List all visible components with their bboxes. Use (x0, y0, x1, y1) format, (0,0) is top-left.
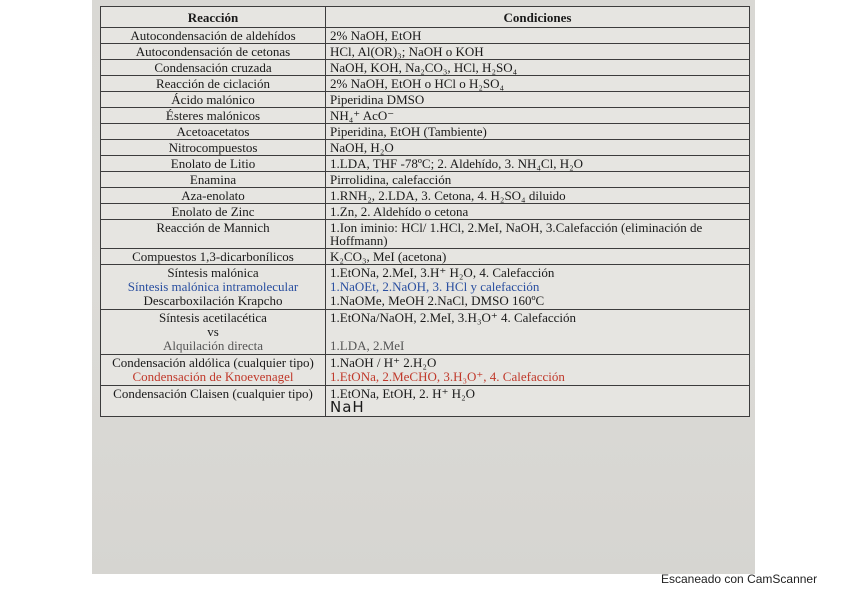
reaction-line-blue: Síntesis malónica intramolecular (127, 279, 299, 294)
conditions-cell: 1.Ion iminio: HCl/ 1.HCl, 2.MeI, NaOH, 3.Calefacción (eliminación de Hoffmann) (326, 220, 750, 249)
header-conditions: Condiciones (326, 7, 750, 28)
reaction-line: Descarboxilación Krapcho (143, 293, 283, 308)
table-row (101, 76, 750, 92)
camscanner-watermark: Escaneado con CamScanner (661, 572, 818, 586)
table-row (101, 249, 750, 265)
table-row (101, 44, 750, 60)
table-row-malonic (101, 265, 750, 310)
reaction-line: Condensación aldólica (cualquier tipo) (112, 355, 314, 370)
conditions-cell: HCl, Al(OR)₃; NaOH o KOH (326, 44, 750, 60)
reaction-cell: Acetoacetatos (101, 124, 326, 140)
reaction-cell: Enolato de Litio (101, 156, 326, 172)
reaction-cell: Enolato de Zinc (101, 204, 326, 220)
conditions-cell: Pirrolidina, calefacción (326, 172, 750, 188)
conditions-cell: NaOH, KOH, Na₂CO₃, HCl, H₂SO₄ (326, 60, 750, 76)
scanned-page (92, 0, 755, 574)
conditions-cell: Piperidina, EtOH (Tambiente) (326, 124, 750, 140)
handwritten-note: NaH (330, 398, 365, 416)
conditions-line-blue: 1.NaOEt, 2.NaOH, 3. HCl y calefacción (330, 279, 540, 294)
reaction-line: Condensación Claisen (cualquier tipo) (113, 386, 313, 401)
reaction-cell (101, 265, 326, 310)
table-row-aldol (101, 355, 750, 386)
conditions-cell: 2% NaOH, EtOH (326, 28, 750, 44)
reaction-cell: Ácido malónico (101, 92, 326, 108)
table-row (101, 172, 750, 188)
conditions-line: 1.EtONa, EtOH, 2. H⁺ H₂O (330, 386, 475, 401)
reaction-cell: Enamina (101, 172, 326, 188)
reaction-cell (101, 310, 326, 355)
conditions-cell: 1.RNH₂, 2.LDA, 3. Cetona, 4. H₂SO₄ diluido (326, 188, 750, 204)
table-row-acetoacetic (101, 310, 750, 355)
spacer (330, 325, 745, 339)
table-row (101, 156, 750, 172)
conditions-line: 1.NaOH / H⁺ 2.H₂O (330, 355, 437, 370)
table-row (101, 220, 750, 249)
reaction-cell: Nitrocompuestos (101, 140, 326, 156)
conditions-cell (326, 310, 750, 355)
reaction-line: vs (207, 324, 219, 339)
conditions-cell: 1.LDA, THF -78ºC; 2. Aldehído, 3. NH₄Cl, H₂O (326, 156, 750, 172)
conditions-cell (326, 355, 750, 386)
reaction-cell: Autocondensación de aldehídos (101, 28, 326, 44)
conditions-cell: NH₄⁺ AcO⁻ (326, 108, 750, 124)
table-row (101, 140, 750, 156)
conditions-cell: K₂CO₃, MeI (acetona) (326, 249, 750, 265)
reaction-cell: Ésteres malónicos (101, 108, 326, 124)
conditions-cell: NaOH, H₂O (326, 140, 750, 156)
conditions-line: 1.LDA, 2.MeI (330, 338, 405, 353)
table-row (101, 204, 750, 220)
reaction-cell: Autocondensación de cetonas (101, 44, 326, 60)
conditions-cell: 1.Zn, 2. Aldehído o cetona (326, 204, 750, 220)
table-row (101, 108, 750, 124)
conditions-line: 1.EtONa/NaOH, 2.MeI, 3.H₃O⁺ 4. Calefacción (330, 310, 577, 325)
reaction-cell: Compuestos 1,3-dicarbonílicos (101, 249, 326, 265)
table-row-claisen (101, 386, 750, 417)
reaction-cell: Aza-enolato (101, 188, 326, 204)
table-row (101, 124, 750, 140)
table-row (101, 60, 750, 76)
reaction-line-red: Condensación de Knoevenagel (132, 369, 294, 384)
reaction-cell: Condensación cruzada (101, 60, 326, 76)
conditions-cell: 2% NaOH, EtOH o HCl o H₂SO₄ (326, 76, 750, 92)
reaction-cell: Reacción de ciclación (101, 76, 326, 92)
table-row (101, 28, 750, 44)
table-row (101, 188, 750, 204)
conditions-cell (326, 265, 750, 310)
table-header-row (101, 7, 750, 28)
conditions-line: 1.NaOMe, MeOH 2.NaCl, DMSO 160ºC (330, 293, 545, 308)
conditions-line-red: 1.EtONa, 2.MeCHO, 3.H₃O⁺, 4. Calefacción (330, 369, 565, 384)
reaction-line: Síntesis acetilacética (159, 310, 267, 325)
header-reaction: Reacción (101, 7, 326, 28)
conditions-cell (326, 386, 750, 417)
reaction-line: Síntesis malónica (167, 265, 259, 280)
table-body (101, 28, 750, 417)
conditions-line: 1.EtONa, 2.MeI, 3.H⁺ H₂O, 4. Calefacción (330, 265, 555, 280)
reaction-cell: Reacción de Mannich (101, 220, 326, 249)
reaction-line: Alquilación directa (163, 338, 263, 353)
reactions-table (100, 6, 750, 417)
reaction-cell (101, 355, 326, 386)
reaction-cell (101, 386, 326, 417)
conditions-cell: Piperidina DMSO (326, 92, 750, 108)
table-row (101, 92, 750, 108)
